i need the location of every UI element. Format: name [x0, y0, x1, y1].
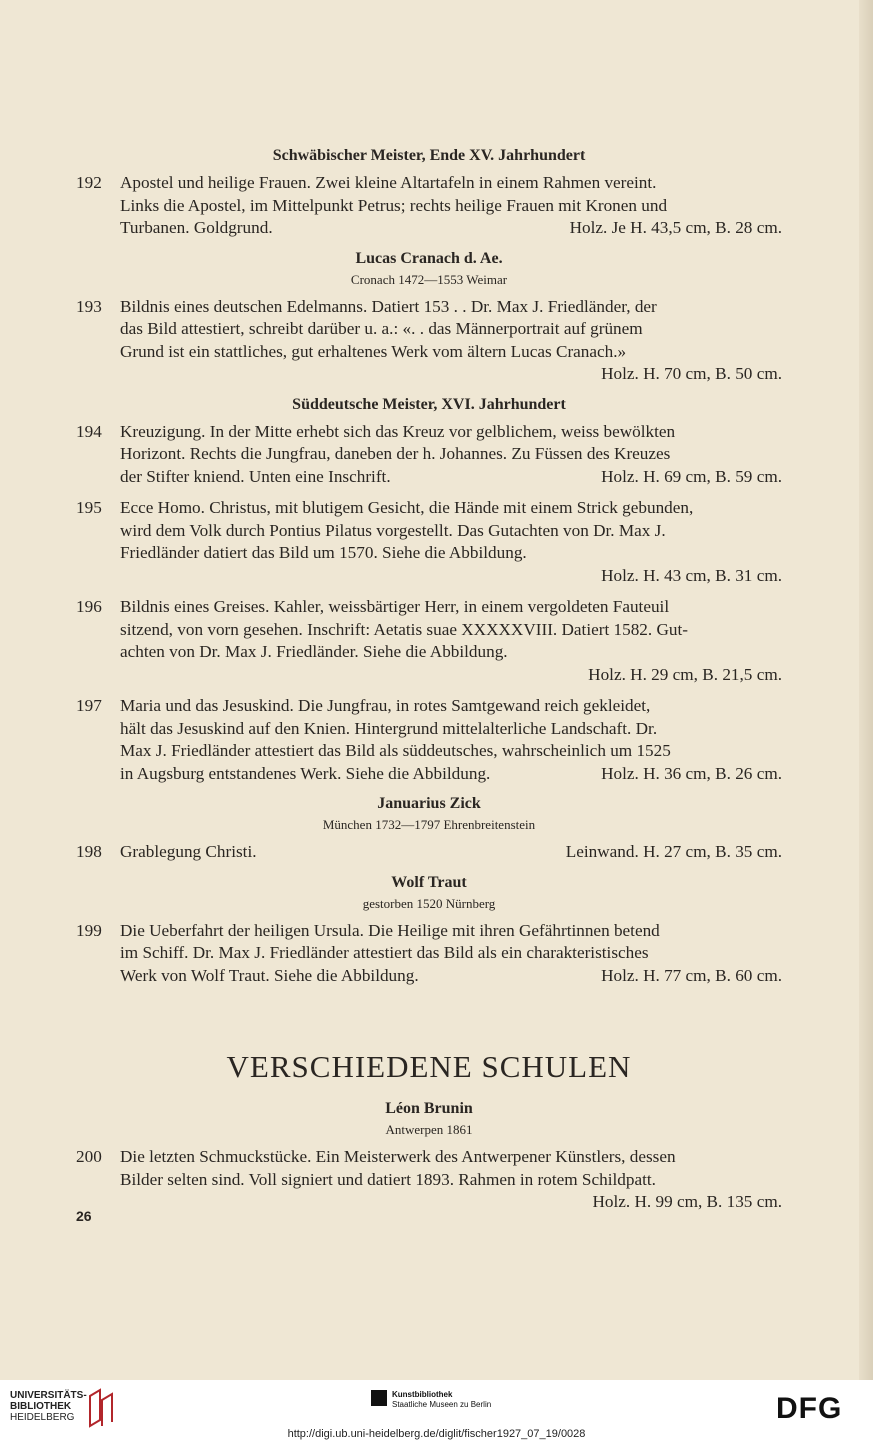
entry-number: 198 [76, 842, 102, 861]
entry-text-line: Grablegung Christi. [120, 842, 257, 861]
artist-dates: gestorben 1520 Nürnberg [362, 895, 496, 911]
artist-group [76, 794, 782, 864]
entry-text-line: Grund ist ein stattliches, gut erhaltenes Werk vom ältern Lucas Cranach.» [120, 341, 627, 361]
entry-dimensions: Holz. H. 69 cm, B. 59 cm. [601, 466, 782, 486]
catalog-entry [76, 1146, 782, 1214]
entry-text-line: sitzend, von vorn gesehen. Inschrift: Aetatis suae XXXXXVIII. Datiert 1582. Gut- [120, 619, 689, 639]
catalog-content [76, 142, 782, 1223]
entry-text-line: Max J. Friedländer attestiert das Bild als süddeutsches, wahrscheinlich um 1525 [120, 741, 671, 760]
artist-heading: Süddeutsche Meister, XVI. Jahrhundert [292, 395, 566, 413]
entry-number: 199 [76, 920, 102, 940]
entry-text-line: Bildnis eines Greises. Kahler, weissbärtiger Herr, in einem vergoldeten Fauteuil [120, 597, 670, 616]
catalog-entry [76, 841, 782, 864]
artist-heading: Lucas Cranach d. Ae. [355, 249, 503, 267]
entry-last-line [120, 965, 782, 988]
entry-text-line: das Bild attestiert, schreibt darüber u. a.: «. . das Männerportrait auf grünem [120, 319, 643, 338]
catalog-entry [76, 497, 782, 587]
entry-text-line: wird dem Volk durch Pontius Pilatus vorgestellt. Das Gutachten von Dr. Max J. [120, 520, 666, 540]
catalog-entry [76, 172, 782, 240]
entry-dimensions: Holz. H. 29 cm, B. 21,5 cm. [588, 664, 782, 684]
entry-text-line: Horizont. Rechts die Jungfrau, daneben der h. Johannes. Zu Füssen des Kreuzes [120, 444, 671, 463]
ub-heidelberg-logo-text [10, 1390, 87, 1423]
ub-line-1: UNIVERSITÄTS- [10, 1390, 87, 1401]
entry-text-line: Turbanen. Goldgrund. [120, 218, 273, 237]
artist-heading: Januarius Zick [377, 795, 481, 812]
kb-line-2: Staatliche Museen zu Berlin [392, 1400, 492, 1409]
entry-text-line: Bildnis eines deutschen Edelmanns. Datiert 153 . . Dr. Max J. Friedländer, der [120, 296, 657, 316]
artist-heading: Léon Brunin [385, 1100, 473, 1117]
entry-dimensions: Holz. H. 36 cm, B. 26 cm. [601, 763, 782, 783]
footer-bar [0, 1380, 873, 1444]
catalog-entry [76, 596, 782, 686]
artist-dates: Cronach 1472—1553 Weimar [350, 271, 508, 287]
entry-number: 192 [76, 173, 102, 192]
artist-dates: Antwerpen 1861 [385, 1122, 473, 1137]
entry-dimensions: Holz. H. 70 cm, B. 50 cm. [601, 364, 782, 383]
catalog-entry [76, 296, 782, 386]
ub-line-2: BIBLIOTHEK [10, 1401, 72, 1412]
entry-dimensions: Holz. H. 99 cm, B. 135 cm. [592, 1192, 782, 1211]
dfg-logo: DFG [776, 1392, 843, 1425]
artist-groups [76, 146, 782, 987]
entry-number: 193 [76, 296, 102, 316]
ub-line-3: HEIDELBERG [10, 1412, 75, 1423]
artist-group [76, 1099, 782, 1214]
page-number: 26 [76, 1208, 92, 1224]
entry-text-line: Links die Apostel, im Mittelpunkt Petrus; rechts heilige Frauen mit Kronen und [120, 195, 668, 215]
page-gutter [859, 0, 873, 1380]
entry-text-line: Bilder selten sind. Voll signiert und datiert 1893. Rahmen in rotem Schildpatt. [120, 1169, 656, 1189]
entry-number: 200 [76, 1147, 102, 1166]
catalog-entry [76, 695, 782, 785]
artist-heading: Wolf Traut [391, 873, 467, 891]
kb-line-1: Kunstbibliothek [392, 1390, 453, 1399]
artist-group [76, 146, 782, 240]
section-title: VERSCHIEDENE SCHULEN [226, 1049, 632, 1084]
entry-dimensions: Holz. H. 77 cm, B. 60 cm. [601, 965, 782, 985]
artist-group [76, 249, 782, 386]
entry-text-line: Werk von Wolf Traut. Siehe die Abbildung. [120, 965, 419, 985]
entry-dimensions: Leinwand. H. 27 cm, B. 35 cm. [565, 842, 782, 861]
entry-last-line [120, 763, 782, 786]
entry-last-line [120, 217, 782, 240]
artist-heading: Schwäbischer Meister, Ende XV. Jahrhundert [272, 147, 586, 164]
entry-text-line: hält das Jesuskind auf den Knien. Hintergrund mittelalterliche Landschaft. Dr. [120, 718, 658, 738]
entry-text-line: der Stifter kniend. Unten eine Inschrift. [120, 466, 391, 486]
artist-dates: München 1732—1797 Ehrenbreitenstein [322, 817, 536, 832]
artist-group [76, 873, 782, 988]
catalog-entry [76, 421, 782, 489]
entry-dimensions: Holz. Je H. 43,5 cm, B. 28 cm. [569, 218, 782, 237]
entry-text-line: Die Ueberfahrt der heiligen Ursula. Die Heilige mit ihren Gefährtinnen betend [120, 920, 660, 940]
entry-text-line: Friedländer datiert das Bild um 1570. Siehe die Abbildung. [120, 543, 527, 562]
entry-text-line: Die letzten Schmuckstücke. Ein Meisterwerk des Antwerpener Künstlers, dessen [120, 1147, 676, 1166]
entry-text-line: Kreuzigung. In der Mitte erhebt sich das Kreuz vor gelblichem, weiss bewölkten [120, 421, 676, 441]
entry-text-line: in Augsburg entstandenes Werk. Siehe die Abbildung. [120, 763, 491, 783]
entry-number: 194 [76, 421, 102, 441]
artist-groups-after [76, 1099, 782, 1214]
artist-group [76, 395, 782, 786]
entry-last-line [120, 466, 782, 489]
entry-text-line: Ecce Homo. Christus, mit blutigem Gesicht, die Hände mit einem Strick gebunden, [120, 498, 694, 517]
catalog-entry [76, 920, 782, 988]
entry-number: 197 [76, 696, 102, 715]
entry-number: 196 [76, 597, 102, 616]
entry-number: 195 [76, 498, 102, 517]
entry-text-line: im Schiff. Dr. Max J. Friedländer attestiert das Bild als ein charakteristisches [120, 943, 649, 962]
entry-text-line: achten von Dr. Max J. Friedländer. Siehe die Abbildung. [120, 642, 508, 661]
source-url-link[interactable]: http://digi.ub.uni-heidelberg.de/diglit/fischer1927_07_19/0028 [287, 1428, 586, 1440]
entry-text-line: Apostel und heilige Frauen. Zwei kleine Altartafeln in einem Rahmen vereint. [120, 173, 657, 192]
entry-last-line [120, 841, 782, 864]
kunstbibliothek-label [392, 1390, 491, 1410]
ub-heidelberg-emblem-icon [86, 1388, 116, 1428]
entry-dimensions: Holz. H. 43 cm, B. 31 cm. [601, 565, 782, 585]
kunstbibliothek-logo-icon [371, 1390, 387, 1406]
entry-text-line: Maria und das Jesuskind. Die Jungfrau, in rotes Samtgewand reich gekleidet, [120, 696, 651, 715]
